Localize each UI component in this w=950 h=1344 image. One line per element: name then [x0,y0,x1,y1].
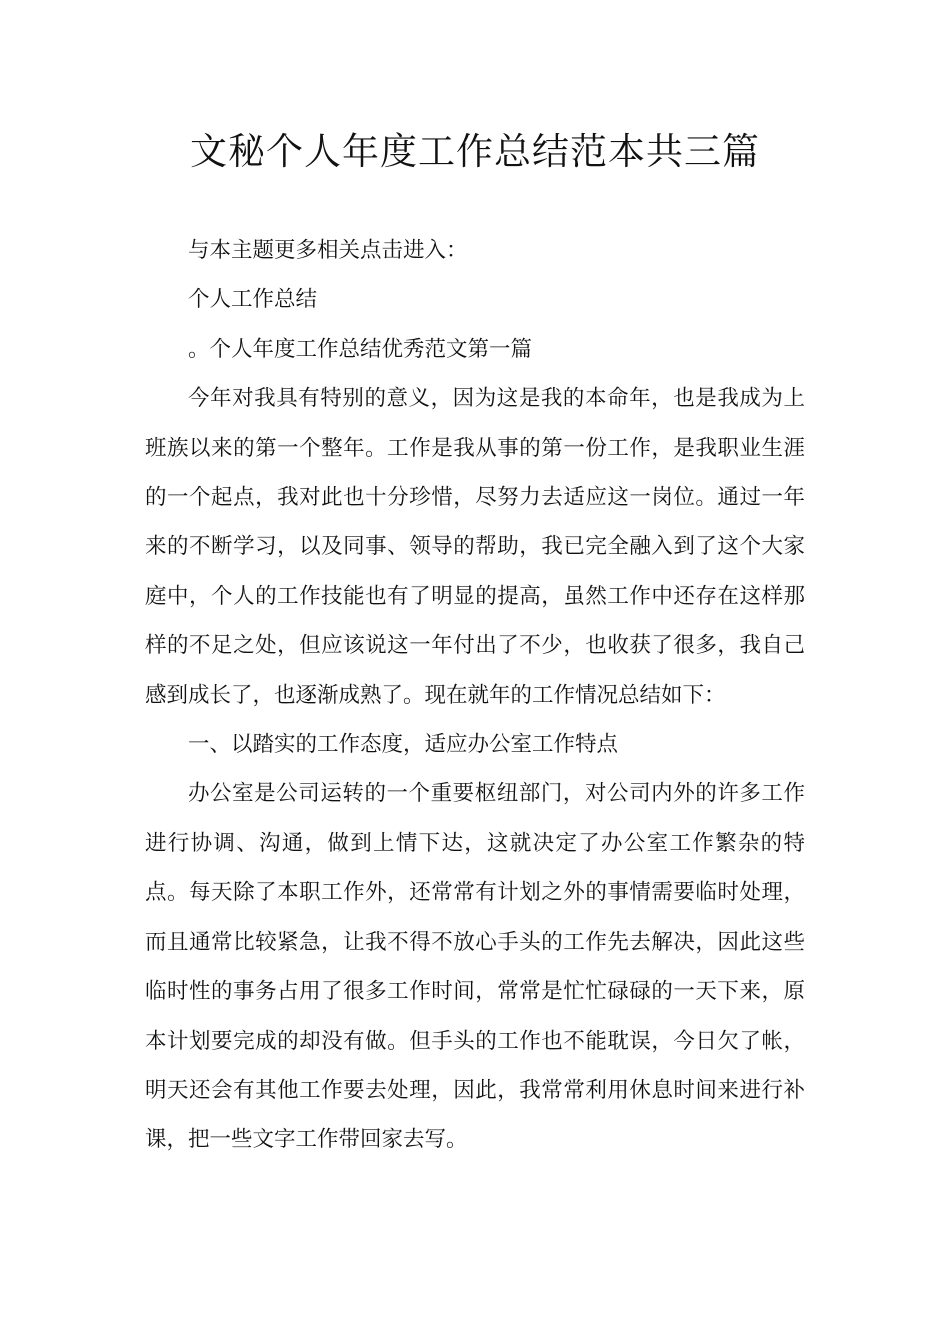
document-title: 文秘个人年度工作总结范本共三篇 [190,130,760,173]
document-body [145,226,805,1165]
related-topics-prompt: 与本主题更多相关点击进入： [188,238,468,263]
related-topic-link[interactable]: 个人工作总结 [188,287,318,313]
article-heading-first: 。个人年度工作总结优秀范文第一篇 [188,336,533,362]
intro-paragraph: 今年对我具有特别的意义，因为这是我的本命年，也是我成为上班族以来的第一个整年。工作是我从事的第一份工作，是我职业生涯的一个起点，我对此也十分珍惜，尽努力去适应这一岗位。通过一年来的不断学习，以及同事、领导的帮助，我已完全融入到了这个大家庭中，个人的工作技能也有了明显的提高，虽然工作中还存在这样那样的不足之处，但应该说这一年付出了不少，也收获了很多，我自己感到成长了，也逐渐成熟了。现在就年的工作情况总结如下： [145,386,805,708]
section-heading-one: 一、以踏实的工作态度，适应办公室工作特点 [188,732,619,758]
section-one-paragraph: 办公室是公司运转的一个重要枢纽部门，对公司内外的许多工作进行协调、沟通，做到上情下达，这就决定了办公室工作繁杂的特点。每天除了本职工作外，还常常有计划之外的事情需要临时处理，而且通常比较紧急，让我不得不放心手头的工作先去解决，因此这些临时性的事务占用了很多工作时间，常常是忙忙碌碌的一天下来，原本计划要完成的却没有做。但手头的工作也不能耽误，今日欠了帐，明天还会有其他工作要去处理，因此，我常常利用休息时间来进行补课，把一些文字工作带回家去写。 [145,781,805,1153]
